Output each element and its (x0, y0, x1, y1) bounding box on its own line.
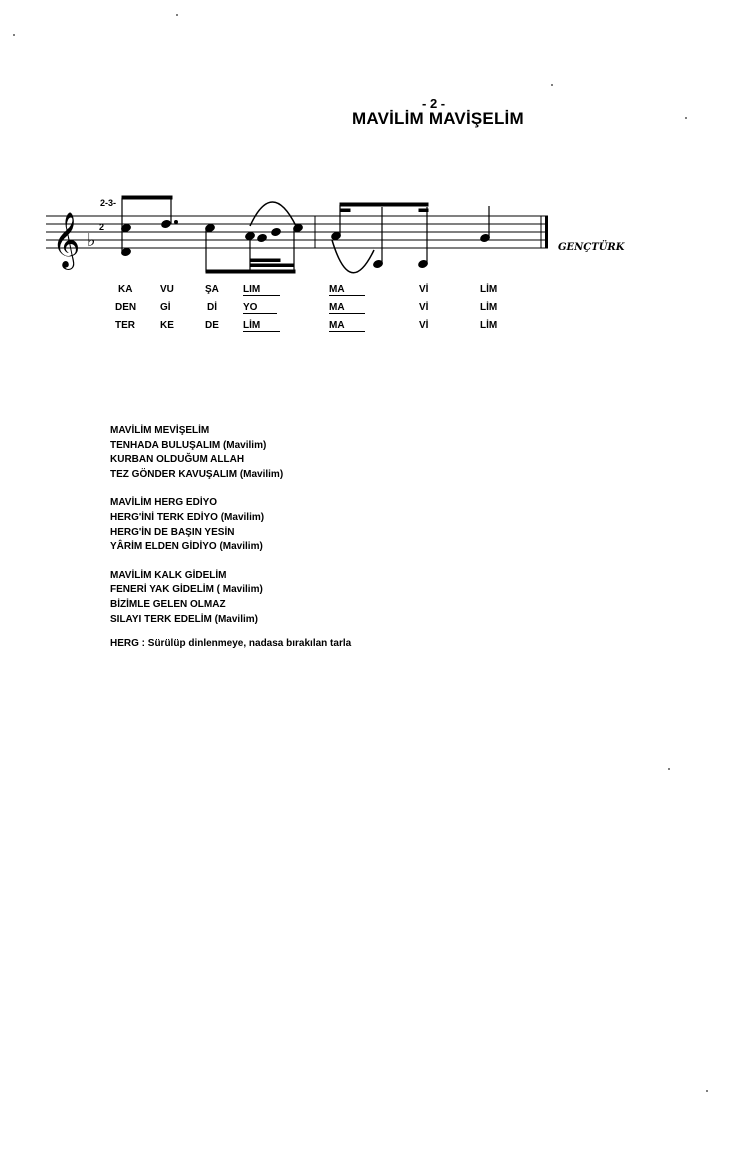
verse-line: HERG'İNİ TERK EDİYO (Mavilim) (110, 511, 265, 523)
scan-speck (176, 14, 178, 16)
verse-line: TENHADA BULUŞALIM (Mavilim) (110, 439, 267, 451)
scan-speck (668, 768, 670, 770)
syllable: Dİ (207, 302, 217, 313)
composer-signature: GENÇTÜRK (558, 242, 625, 253)
syllable: KA (118, 284, 133, 295)
syllable: LİM (480, 302, 498, 313)
verse-line: SILAYI TERK EDELİM (Mavilim) (110, 613, 258, 625)
syllable: MA (329, 320, 365, 332)
stanza-2 (110, 496, 283, 554)
song-title: MAVİLİM MAVİŞELİM (352, 109, 524, 128)
lyrics-verses (110, 424, 283, 641)
syllable: DEN (115, 302, 137, 313)
syllable: VU (160, 284, 174, 295)
music-staff (0, 0, 750, 290)
syllable: LİM (480, 284, 498, 295)
verse-line: MAVİLİM KALK GİDELİM (110, 569, 227, 581)
footnote: HERG : Sürülüp dinlenmeye, nadasa bırakılan tarla (110, 638, 352, 649)
verse-line: TEZ GÖNDER KAVUŞALIM (Mavilim) (110, 468, 284, 480)
verse-line: KURBAN OLDUĞUM ALLAH (110, 454, 245, 466)
scan-speck (13, 34, 15, 36)
verse-line: YÂRİM ELDEN GİDİYO (Mavilim) (110, 541, 263, 553)
syllable: LIM (243, 284, 280, 296)
scan-speck (706, 1090, 708, 1092)
syllable: Vİ (419, 284, 429, 295)
verse-line: MAVİLİM HERG EDİYO (110, 497, 218, 509)
verse-line: BİZİMLE GELEN OLMAZ (110, 598, 226, 610)
verse-line: FENERİ YAK GİDELİM ( Mavilim) (110, 584, 263, 596)
page-number: - 2 - (422, 96, 446, 111)
tempo-mark: 2-3- (100, 198, 117, 208)
syllable: Gİ (160, 302, 171, 313)
flat-icon: ♭ (87, 230, 96, 251)
syllable: DE (205, 320, 219, 331)
time-signature: 2 (99, 222, 105, 232)
stanza-3 (110, 569, 283, 627)
verse-line: HERG'İN DE BAŞIN YESİN (110, 526, 235, 538)
scan-speck (685, 117, 687, 119)
verse-line: MAVİLİM MEVİŞELİM (110, 425, 210, 436)
syllable: Vİ (419, 320, 429, 331)
syllable: MA (329, 284, 365, 296)
treble-clef-icon: 𝄞 (52, 212, 81, 268)
syllable: Vİ (419, 302, 429, 313)
syllable: LİM (243, 320, 280, 332)
syllable: MA (329, 302, 365, 314)
syllable: LİM (480, 320, 498, 331)
syllable: YO (243, 302, 277, 314)
syllable: ŞA (205, 284, 219, 295)
syllable: TER (115, 320, 135, 331)
syllable: KE (160, 320, 174, 331)
stanza-1 (110, 424, 283, 482)
scan-speck (551, 84, 553, 86)
